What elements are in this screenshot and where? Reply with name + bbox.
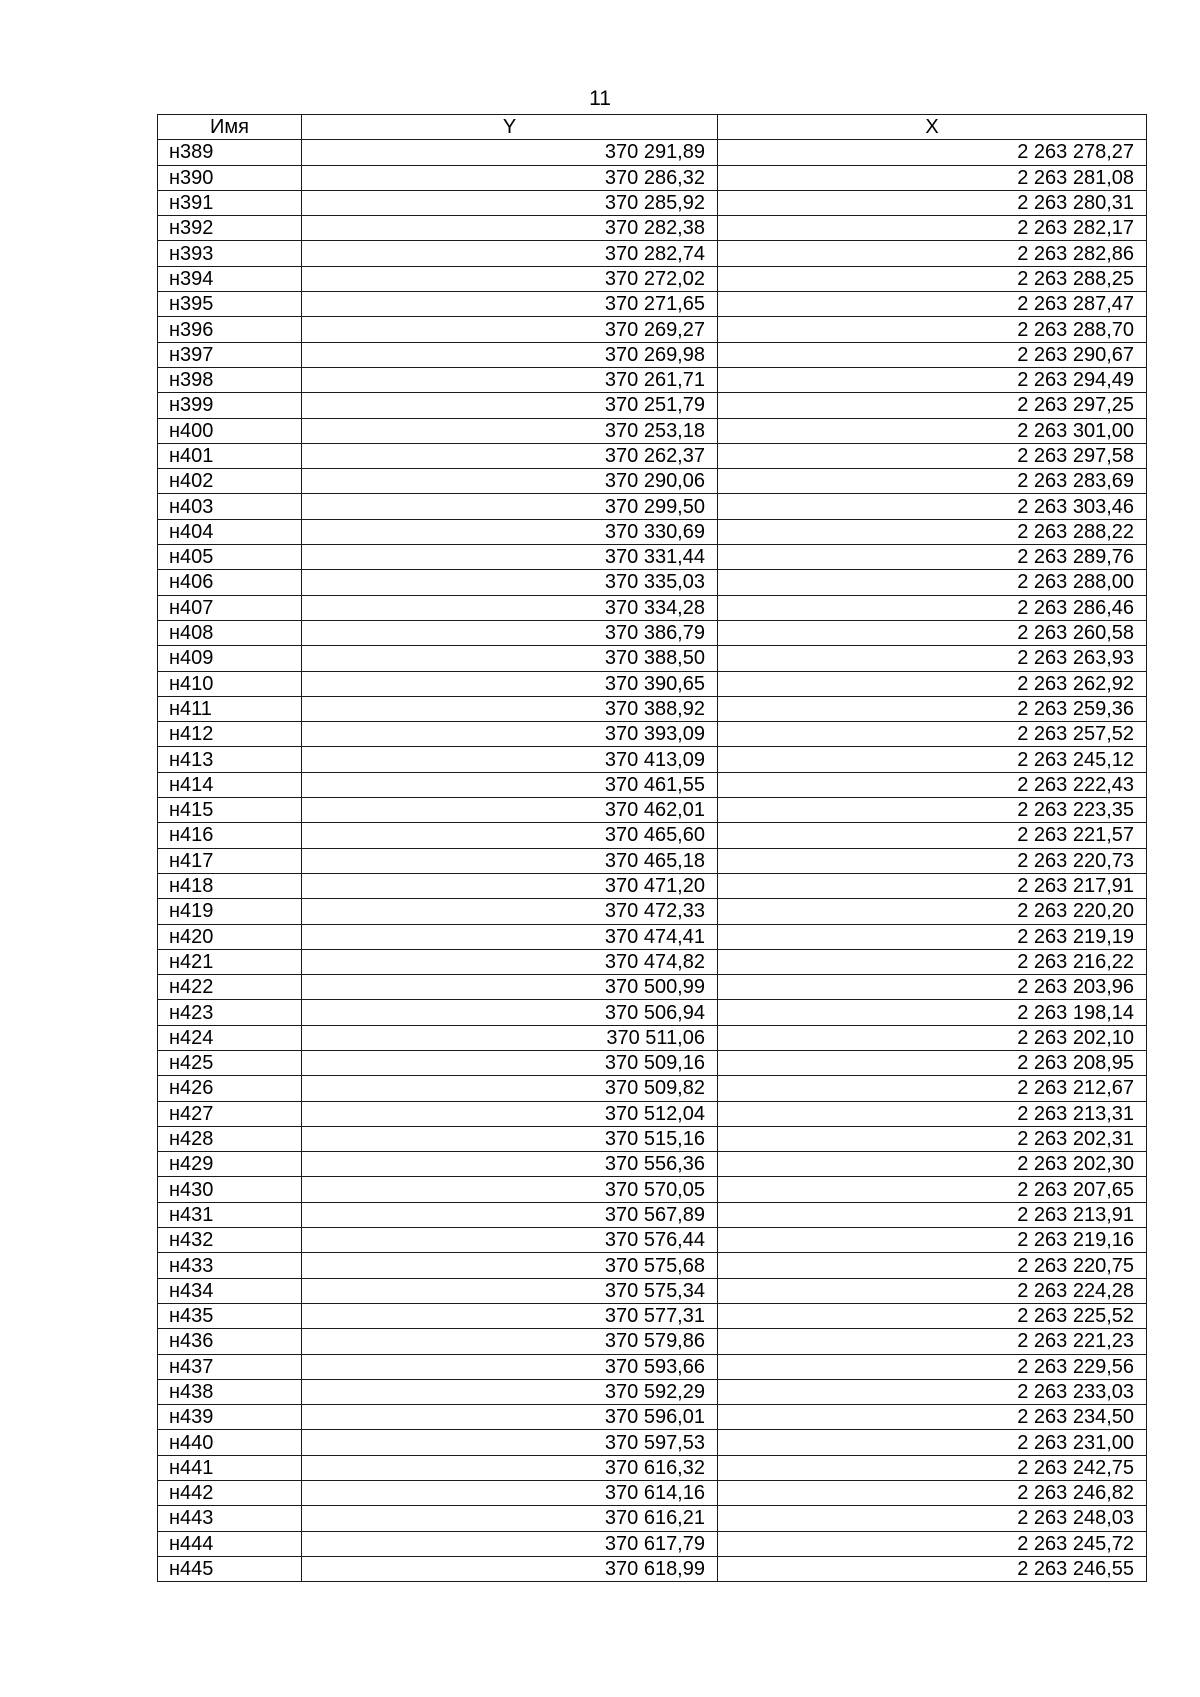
point-name-cell: н434 [158, 1278, 302, 1303]
point-name-cell: н396 [158, 317, 302, 342]
y-coordinate-cell: 370 575,68 [302, 1253, 718, 1278]
y-coordinate-cell: 370 393,09 [302, 722, 718, 747]
y-coordinate-cell: 370 282,74 [302, 241, 718, 266]
point-name-cell: н429 [158, 1152, 302, 1177]
header-y: Y [302, 115, 718, 140]
x-coordinate-cell: 2 263 280,31 [718, 190, 1147, 215]
coordinates-table [157, 114, 1147, 1582]
x-coordinate-cell: 2 263 290,67 [718, 342, 1147, 367]
point-name-cell: н417 [158, 848, 302, 873]
point-name-cell: н399 [158, 393, 302, 418]
table-row [158, 241, 1147, 266]
x-coordinate-cell: 2 263 222,43 [718, 772, 1147, 797]
x-coordinate-cell: 2 263 225,52 [718, 1303, 1147, 1328]
y-coordinate-cell: 370 272,02 [302, 266, 718, 291]
x-coordinate-cell: 2 263 208,95 [718, 1050, 1147, 1075]
x-coordinate-cell: 2 263 219,19 [718, 924, 1147, 949]
point-name-cell: н430 [158, 1177, 302, 1202]
table-row [158, 848, 1147, 873]
table-row [158, 545, 1147, 570]
x-coordinate-cell: 2 263 257,52 [718, 722, 1147, 747]
table-row [158, 646, 1147, 671]
point-name-cell: н389 [158, 140, 302, 165]
x-coordinate-cell: 2 263 286,46 [718, 595, 1147, 620]
x-coordinate-cell: 2 263 288,70 [718, 317, 1147, 342]
y-coordinate-cell: 370 461,55 [302, 772, 718, 797]
y-coordinate-cell: 370 597,53 [302, 1430, 718, 1455]
x-coordinate-cell: 2 263 231,00 [718, 1430, 1147, 1455]
y-coordinate-cell: 370 261,71 [302, 367, 718, 392]
y-coordinate-cell: 370 474,41 [302, 924, 718, 949]
y-coordinate-cell: 370 269,27 [302, 317, 718, 342]
x-coordinate-cell: 2 263 223,35 [718, 798, 1147, 823]
x-coordinate-cell: 2 263 260,58 [718, 620, 1147, 645]
y-coordinate-cell: 370 570,05 [302, 1177, 718, 1202]
y-coordinate-cell: 370 577,31 [302, 1303, 718, 1328]
point-name-cell: н445 [158, 1556, 302, 1581]
point-name-cell: н401 [158, 443, 302, 468]
point-name-cell: н444 [158, 1531, 302, 1556]
table-row [158, 317, 1147, 342]
point-name-cell: н420 [158, 924, 302, 949]
table-row [158, 975, 1147, 1000]
x-coordinate-cell: 2 263 202,10 [718, 1025, 1147, 1050]
point-name-cell: н391 [158, 190, 302, 215]
x-coordinate-cell: 2 263 289,76 [718, 545, 1147, 570]
point-name-cell: н440 [158, 1430, 302, 1455]
table-row [158, 1025, 1147, 1050]
y-coordinate-cell: 370 388,92 [302, 696, 718, 721]
table-row [158, 1329, 1147, 1354]
table-row [158, 292, 1147, 317]
point-name-cell: н392 [158, 216, 302, 241]
y-coordinate-cell: 370 596,01 [302, 1405, 718, 1430]
point-name-cell: н412 [158, 722, 302, 747]
table-row [158, 342, 1147, 367]
x-coordinate-cell: 2 263 203,96 [718, 975, 1147, 1000]
point-name-cell: н426 [158, 1076, 302, 1101]
y-coordinate-cell: 370 465,60 [302, 823, 718, 848]
x-coordinate-cell: 2 263 229,56 [718, 1354, 1147, 1379]
x-coordinate-cell: 2 263 288,22 [718, 519, 1147, 544]
y-coordinate-cell: 370 390,65 [302, 671, 718, 696]
y-coordinate-cell: 370 614,16 [302, 1481, 718, 1506]
y-coordinate-cell: 370 556,36 [302, 1152, 718, 1177]
y-coordinate-cell: 370 592,29 [302, 1379, 718, 1404]
point-name-cell: н418 [158, 873, 302, 898]
y-coordinate-cell: 370 286,32 [302, 165, 718, 190]
point-name-cell: н442 [158, 1481, 302, 1506]
point-name-cell: н404 [158, 519, 302, 544]
point-name-cell: н395 [158, 292, 302, 317]
x-coordinate-cell: 2 263 207,65 [718, 1177, 1147, 1202]
x-coordinate-cell: 2 263 202,31 [718, 1126, 1147, 1151]
table-row [158, 1126, 1147, 1151]
table-row [158, 722, 1147, 747]
y-coordinate-cell: 370 413,09 [302, 747, 718, 772]
table-row [158, 1050, 1147, 1075]
y-coordinate-cell: 370 330,69 [302, 519, 718, 544]
x-coordinate-cell: 2 263 221,23 [718, 1329, 1147, 1354]
x-coordinate-cell: 2 263 248,03 [718, 1506, 1147, 1531]
table-row [158, 443, 1147, 468]
point-name-cell: н402 [158, 469, 302, 494]
point-name-cell: н421 [158, 949, 302, 974]
x-coordinate-cell: 2 263 282,86 [718, 241, 1147, 266]
x-coordinate-cell: 2 263 213,31 [718, 1101, 1147, 1126]
table-row [158, 393, 1147, 418]
point-name-cell: н433 [158, 1253, 302, 1278]
x-coordinate-cell: 2 263 283,69 [718, 469, 1147, 494]
point-name-cell: н403 [158, 494, 302, 519]
y-coordinate-cell: 370 465,18 [302, 848, 718, 873]
y-coordinate-cell: 370 388,50 [302, 646, 718, 671]
y-coordinate-cell: 370 251,79 [302, 393, 718, 418]
x-coordinate-cell: 2 263 242,75 [718, 1455, 1147, 1480]
table-row [158, 595, 1147, 620]
x-coordinate-cell: 2 263 259,36 [718, 696, 1147, 721]
x-coordinate-cell: 2 263 216,22 [718, 949, 1147, 974]
x-coordinate-cell: 2 263 198,14 [718, 1000, 1147, 1025]
x-coordinate-cell: 2 263 278,27 [718, 140, 1147, 165]
point-name-cell: н415 [158, 798, 302, 823]
y-coordinate-cell: 370 335,03 [302, 570, 718, 595]
y-coordinate-cell: 370 506,94 [302, 1000, 718, 1025]
table-row [158, 772, 1147, 797]
x-coordinate-cell: 2 263 281,08 [718, 165, 1147, 190]
table-row [158, 696, 1147, 721]
point-name-cell: н432 [158, 1228, 302, 1253]
table-row [158, 620, 1147, 645]
y-coordinate-cell: 370 567,89 [302, 1202, 718, 1227]
point-name-cell: н419 [158, 899, 302, 924]
table-row [158, 266, 1147, 291]
y-coordinate-cell: 370 500,99 [302, 975, 718, 1000]
y-coordinate-cell: 370 617,79 [302, 1531, 718, 1556]
point-name-cell: н407 [158, 595, 302, 620]
table-row [158, 1379, 1147, 1404]
y-coordinate-cell: 370 334,28 [302, 595, 718, 620]
y-coordinate-cell: 370 331,44 [302, 545, 718, 570]
table-row [158, 949, 1147, 974]
x-coordinate-cell: 2 263 294,49 [718, 367, 1147, 392]
y-coordinate-cell: 370 593,66 [302, 1354, 718, 1379]
table-row [158, 873, 1147, 898]
x-coordinate-cell: 2 263 202,30 [718, 1152, 1147, 1177]
table-row [158, 1303, 1147, 1328]
point-name-cell: н413 [158, 747, 302, 772]
point-name-cell: н397 [158, 342, 302, 367]
table-row [158, 1177, 1147, 1202]
y-coordinate-cell: 370 512,04 [302, 1101, 718, 1126]
point-name-cell: н435 [158, 1303, 302, 1328]
header-row [158, 115, 1147, 140]
x-coordinate-cell: 2 263 246,55 [718, 1556, 1147, 1581]
point-name-cell: н411 [158, 696, 302, 721]
y-coordinate-cell: 370 290,06 [302, 469, 718, 494]
point-name-cell: н393 [158, 241, 302, 266]
y-coordinate-cell: 370 616,32 [302, 1455, 718, 1480]
y-coordinate-cell: 370 299,50 [302, 494, 718, 519]
table-row [158, 1000, 1147, 1025]
x-coordinate-cell: 2 263 297,25 [718, 393, 1147, 418]
x-coordinate-cell: 2 263 220,75 [718, 1253, 1147, 1278]
x-coordinate-cell: 2 263 219,16 [718, 1228, 1147, 1253]
y-coordinate-cell: 370 474,82 [302, 949, 718, 974]
point-name-cell: н423 [158, 1000, 302, 1025]
x-coordinate-cell: 2 263 297,58 [718, 443, 1147, 468]
point-name-cell: н394 [158, 266, 302, 291]
table-row [158, 1354, 1147, 1379]
point-name-cell: н427 [158, 1101, 302, 1126]
y-coordinate-cell: 370 618,99 [302, 1556, 718, 1581]
y-coordinate-cell: 370 509,16 [302, 1050, 718, 1075]
table-row [158, 1228, 1147, 1253]
table-row [158, 899, 1147, 924]
table-row [158, 1455, 1147, 1480]
page-number: 11 [589, 87, 611, 110]
y-coordinate-cell: 370 511,06 [302, 1025, 718, 1050]
x-coordinate-cell: 2 263 303,46 [718, 494, 1147, 519]
point-name-cell: н439 [158, 1405, 302, 1430]
x-coordinate-cell: 2 263 301,00 [718, 418, 1147, 443]
point-name-cell: н408 [158, 620, 302, 645]
x-coordinate-cell: 2 263 288,00 [718, 570, 1147, 595]
header-x: X [718, 115, 1147, 140]
y-coordinate-cell: 370 269,98 [302, 342, 718, 367]
y-coordinate-cell: 370 575,34 [302, 1278, 718, 1303]
y-coordinate-cell: 370 291,89 [302, 140, 718, 165]
x-coordinate-cell: 2 263 234,50 [718, 1405, 1147, 1430]
table-row [158, 1152, 1147, 1177]
point-name-cell: н428 [158, 1126, 302, 1151]
x-coordinate-cell: 2 263 245,12 [718, 747, 1147, 772]
table-body [158, 140, 1147, 1582]
y-coordinate-cell: 370 471,20 [302, 873, 718, 898]
point-name-cell: н416 [158, 823, 302, 848]
y-coordinate-cell: 370 616,21 [302, 1506, 718, 1531]
point-name-cell: н424 [158, 1025, 302, 1050]
y-coordinate-cell: 370 509,82 [302, 1076, 718, 1101]
point-name-cell: н441 [158, 1455, 302, 1480]
x-coordinate-cell: 2 263 263,93 [718, 646, 1147, 671]
point-name-cell: н425 [158, 1050, 302, 1075]
x-coordinate-cell: 2 263 287,47 [718, 292, 1147, 317]
x-coordinate-cell: 2 263 245,72 [718, 1531, 1147, 1556]
table-row [158, 469, 1147, 494]
x-coordinate-cell: 2 263 246,82 [718, 1481, 1147, 1506]
y-coordinate-cell: 370 515,16 [302, 1126, 718, 1151]
table-row [158, 924, 1147, 949]
y-coordinate-cell: 370 285,92 [302, 190, 718, 215]
x-coordinate-cell: 2 263 282,17 [718, 216, 1147, 241]
x-coordinate-cell: 2 263 233,03 [718, 1379, 1147, 1404]
y-coordinate-cell: 370 282,38 [302, 216, 718, 241]
table-row [158, 165, 1147, 190]
point-name-cell: н390 [158, 165, 302, 190]
table-row [158, 1481, 1147, 1506]
table-row [158, 570, 1147, 595]
point-name-cell: н438 [158, 1379, 302, 1404]
point-name-cell: н422 [158, 975, 302, 1000]
table-row [158, 747, 1147, 772]
table-row [158, 1202, 1147, 1227]
x-coordinate-cell: 2 263 220,73 [718, 848, 1147, 873]
table-row [158, 823, 1147, 848]
table-row [158, 1101, 1147, 1126]
point-name-cell: н436 [158, 1329, 302, 1354]
table-row [158, 190, 1147, 215]
x-coordinate-cell: 2 263 212,67 [718, 1076, 1147, 1101]
point-name-cell: н400 [158, 418, 302, 443]
point-name-cell: н437 [158, 1354, 302, 1379]
point-name-cell: н414 [158, 772, 302, 797]
table-row [158, 671, 1147, 696]
point-name-cell: н431 [158, 1202, 302, 1227]
table-row [158, 367, 1147, 392]
header-name: Имя [158, 115, 302, 140]
x-coordinate-cell: 2 263 262,92 [718, 671, 1147, 696]
table-row [158, 1278, 1147, 1303]
table-row [158, 216, 1147, 241]
table-row [158, 1430, 1147, 1455]
table-row [158, 494, 1147, 519]
point-name-cell: н398 [158, 367, 302, 392]
y-coordinate-cell: 370 253,18 [302, 418, 718, 443]
y-coordinate-cell: 370 262,37 [302, 443, 718, 468]
table-header [158, 115, 1147, 140]
table-row [158, 1556, 1147, 1581]
x-coordinate-cell: 2 263 221,57 [718, 823, 1147, 848]
y-coordinate-cell: 370 576,44 [302, 1228, 718, 1253]
point-name-cell: н406 [158, 570, 302, 595]
x-coordinate-cell: 2 263 288,25 [718, 266, 1147, 291]
point-name-cell: н405 [158, 545, 302, 570]
x-coordinate-cell: 2 263 217,91 [718, 873, 1147, 898]
point-name-cell: н409 [158, 646, 302, 671]
table-row [158, 519, 1147, 544]
y-coordinate-cell: 370 271,65 [302, 292, 718, 317]
y-coordinate-cell: 370 386,79 [302, 620, 718, 645]
y-coordinate-cell: 370 472,33 [302, 899, 718, 924]
y-coordinate-cell: 370 462,01 [302, 798, 718, 823]
x-coordinate-cell: 2 263 224,28 [718, 1278, 1147, 1303]
table-row [158, 1506, 1147, 1531]
x-coordinate-cell: 2 263 213,91 [718, 1202, 1147, 1227]
table-row [158, 1253, 1147, 1278]
x-coordinate-cell: 2 263 220,20 [718, 899, 1147, 924]
table-row [158, 798, 1147, 823]
table-row [158, 1531, 1147, 1556]
point-name-cell: н410 [158, 671, 302, 696]
y-coordinate-cell: 370 579,86 [302, 1329, 718, 1354]
table-row [158, 1405, 1147, 1430]
point-name-cell: н443 [158, 1506, 302, 1531]
table-row [158, 1076, 1147, 1101]
table-row [158, 140, 1147, 165]
table-row [158, 418, 1147, 443]
